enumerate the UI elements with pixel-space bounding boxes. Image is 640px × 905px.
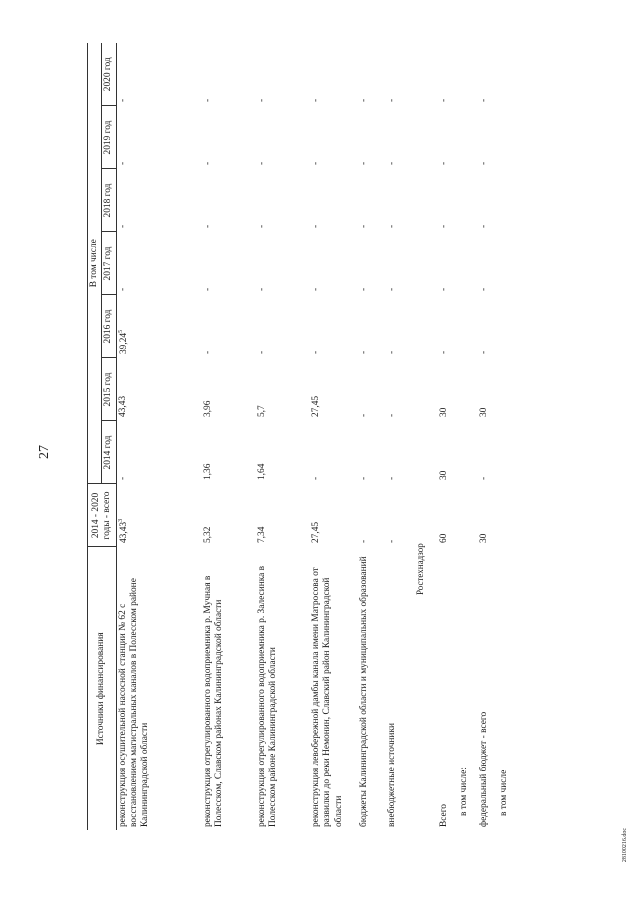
cell-value: - bbox=[311, 287, 322, 291]
cell-value: - bbox=[439, 161, 450, 165]
cell-value: - bbox=[257, 98, 268, 102]
cell-value: - bbox=[311, 98, 322, 102]
cell-value: 1,36 bbox=[203, 463, 214, 480]
cell-value: - bbox=[479, 476, 490, 480]
row-label: Всего bbox=[439, 804, 450, 827]
row-label: внебюджетные источники bbox=[387, 722, 398, 827]
cell-value: - bbox=[387, 224, 398, 228]
row-label: федеральный бюджет - всего bbox=[479, 711, 490, 827]
cell-value: - bbox=[359, 224, 370, 228]
table-row bbox=[202, 43, 256, 830]
cell-value: - bbox=[203, 287, 214, 291]
row-label: реконструкция отрегулированного водоприемника р. Залесинка в Полесском районе Калининградской области bbox=[257, 565, 279, 827]
cell-value bbox=[458, 169, 478, 232]
cell-value: - bbox=[257, 287, 268, 291]
cell-value: - bbox=[359, 413, 370, 417]
cell-value bbox=[498, 169, 518, 232]
header-year: 2015 год bbox=[102, 358, 116, 421]
cell-value: 30 bbox=[439, 407, 450, 417]
cell-value: - bbox=[203, 161, 214, 165]
cell-value: 30 bbox=[479, 407, 490, 417]
cell-value: - bbox=[439, 350, 450, 354]
cell-value: - bbox=[387, 350, 398, 354]
cell-value bbox=[458, 106, 478, 169]
header-year: 2018 год bbox=[102, 169, 116, 232]
table-row bbox=[358, 43, 386, 830]
cell-value: - bbox=[203, 350, 214, 354]
cell-value: - bbox=[439, 287, 450, 291]
cell-value: - bbox=[257, 161, 268, 165]
cell-value: - bbox=[439, 98, 450, 102]
row-label: реконструкция осушительной насосной станции № 62 с восстановлением магистральных каналов в Полесском районе Калининградской области bbox=[117, 578, 151, 827]
cell-value: - bbox=[387, 161, 398, 165]
table-row bbox=[386, 43, 414, 830]
cell-value: - bbox=[479, 287, 490, 291]
cell-value: - bbox=[479, 350, 490, 354]
cell-value: - bbox=[311, 224, 322, 228]
row-label: в том числе: bbox=[459, 767, 470, 816]
cell-value: - bbox=[359, 287, 370, 291]
header-year: 2020 год bbox=[102, 43, 116, 106]
financing-table-rotated bbox=[87, 43, 522, 830]
cell-value bbox=[498, 106, 518, 169]
table-row bbox=[478, 43, 498, 830]
file-identifier: 28100216.doc bbox=[622, 827, 628, 863]
row-total bbox=[458, 484, 478, 547]
header-in-that-number: В том числе bbox=[88, 43, 102, 484]
cell-value bbox=[498, 295, 518, 358]
cell-value: - bbox=[117, 161, 128, 165]
table-row-section bbox=[414, 43, 438, 830]
cell-value bbox=[498, 232, 518, 295]
row-label: реконструкция отрегулированного водоприемника р. Мучная в Полесском, Славском районах Калининградской области bbox=[203, 575, 225, 827]
row-total: 7,34 bbox=[257, 526, 268, 543]
table-row bbox=[256, 43, 310, 830]
cell-value: - bbox=[359, 98, 370, 102]
header-source: Источники финансирования bbox=[88, 547, 117, 830]
cell-value: - bbox=[479, 161, 490, 165]
cell-value bbox=[458, 295, 478, 358]
cell-value: - bbox=[439, 224, 450, 228]
cell-value: 1,64 bbox=[257, 463, 268, 480]
header-year: 2017 год bbox=[102, 232, 116, 295]
cell-value: - bbox=[387, 287, 398, 291]
cell-value: - bbox=[387, 413, 398, 417]
row-total: - bbox=[387, 539, 398, 543]
header-year: 2019 год bbox=[102, 106, 116, 169]
cell-value bbox=[498, 43, 518, 106]
financing-table bbox=[87, 43, 518, 830]
header-year: 2014 год bbox=[102, 421, 116, 484]
cell-value: - bbox=[359, 476, 370, 480]
row-total: 5,32 bbox=[203, 526, 214, 543]
row-label: бюджеты Калининградской области и муниципальных образований bbox=[359, 556, 370, 827]
row-total: - bbox=[359, 539, 370, 543]
cell-value: - bbox=[387, 98, 398, 102]
cell-value: 39,24$^5$ bbox=[117, 329, 129, 354]
cell-value: - bbox=[117, 287, 128, 291]
cell-value: - bbox=[117, 476, 128, 480]
table-row bbox=[458, 43, 478, 830]
row-total: 43,43$^3$ bbox=[117, 518, 129, 543]
row-total: 60 bbox=[439, 533, 450, 543]
cell-value: - bbox=[479, 98, 490, 102]
cell-value: 27,45 bbox=[311, 395, 322, 417]
cell-value: - bbox=[311, 161, 322, 165]
cell-value: - bbox=[311, 476, 322, 480]
cell-value bbox=[458, 232, 478, 295]
row-label: реконструкция левобережной дамбы канала имени Матросова от развилки до реки Немонин, Славский район Калининградской области bbox=[311, 567, 344, 827]
cell-value: 30 bbox=[439, 470, 450, 480]
cell-value bbox=[458, 358, 478, 421]
cell-value: - bbox=[311, 350, 322, 354]
cell-value bbox=[458, 421, 478, 484]
cell-value: - bbox=[117, 98, 128, 102]
cell-value: - bbox=[257, 224, 268, 228]
row-label: в том числе bbox=[499, 769, 510, 816]
cell-value: - bbox=[117, 224, 128, 228]
table-row bbox=[498, 43, 518, 830]
table-row bbox=[438, 43, 458, 830]
cell-value: - bbox=[257, 350, 268, 354]
row-total: 30 bbox=[479, 533, 490, 543]
cell-value: - bbox=[359, 350, 370, 354]
cell-value: - bbox=[203, 98, 214, 102]
row-total bbox=[498, 484, 518, 547]
cell-value: - bbox=[387, 476, 398, 480]
section-title: Ростехнадзор bbox=[415, 543, 426, 595]
cell-value: - bbox=[479, 224, 490, 228]
header-year: 2016 год bbox=[102, 295, 116, 358]
cell-value: 5,7 bbox=[257, 405, 268, 417]
header-total: 2014 - 2020 годы - всего bbox=[88, 484, 117, 547]
table-row bbox=[116, 43, 202, 830]
cell-value bbox=[458, 43, 478, 106]
cell-value: 43,43 bbox=[117, 395, 128, 417]
page-number: 27 bbox=[37, 445, 52, 459]
cell-value bbox=[498, 421, 518, 484]
cell-value: - bbox=[359, 161, 370, 165]
cell-value: 3,96 bbox=[203, 400, 214, 417]
row-total: 27,45 bbox=[311, 521, 322, 543]
table-row bbox=[310, 43, 358, 830]
cell-value: - bbox=[203, 224, 214, 228]
cell-value bbox=[498, 358, 518, 421]
